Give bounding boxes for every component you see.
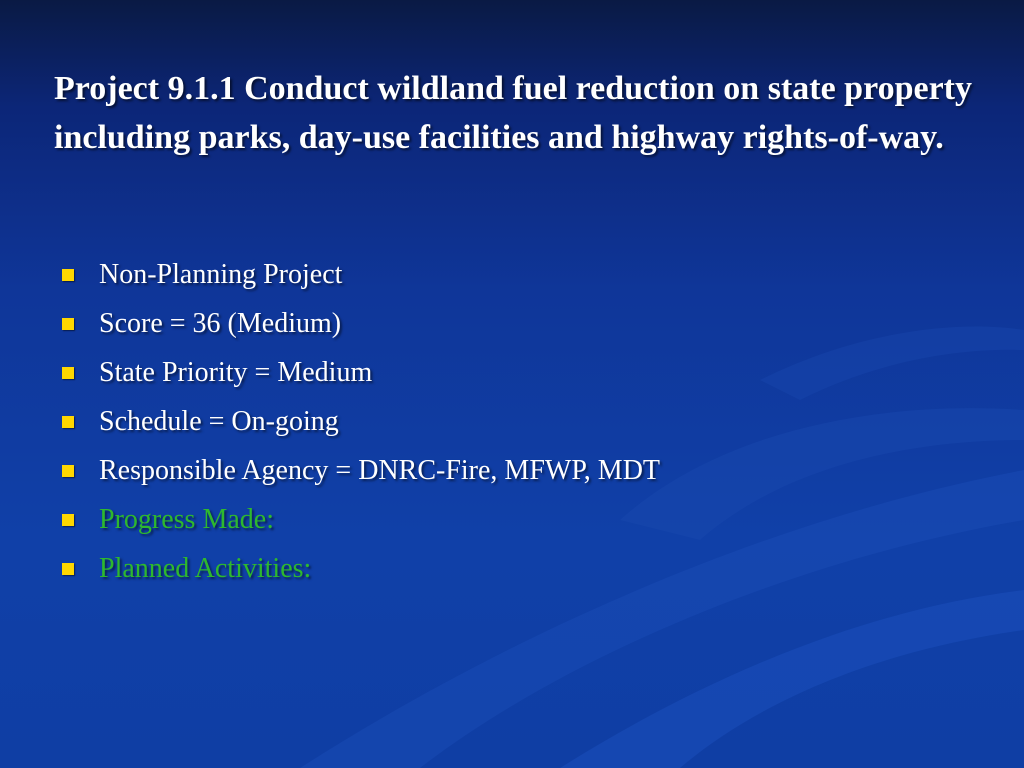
square-bullet-icon xyxy=(62,367,74,379)
bullet-text: Progress Made: xyxy=(99,503,274,535)
square-bullet-icon xyxy=(62,416,74,428)
bullet-text: Non-Planning Project xyxy=(99,258,343,290)
list-item xyxy=(62,495,962,544)
bullet-text: Planned Activities: xyxy=(99,552,312,584)
square-bullet-icon xyxy=(62,269,74,281)
list-item xyxy=(62,348,962,397)
square-bullet-icon xyxy=(62,563,74,575)
slide-title: Project 9.1.1 Conduct wildland fuel reduction on state property including parks, day-use facilities and highway rights-of-way. xyxy=(54,70,972,156)
bullet-text: Score = 36 (Medium) xyxy=(99,307,342,339)
list-item xyxy=(62,544,962,593)
list-item xyxy=(62,299,962,348)
bullet-list xyxy=(62,250,962,593)
bullet-text: Schedule = On-going xyxy=(99,405,339,437)
list-item xyxy=(62,397,962,446)
bullet-text: State Priority = Medium xyxy=(99,356,373,388)
square-bullet-icon xyxy=(62,318,74,330)
list-item xyxy=(62,446,962,495)
square-bullet-icon xyxy=(62,514,74,526)
bullet-text: Responsible Agency = DNRC-Fire, MFWP, MDT xyxy=(99,454,661,486)
list-item xyxy=(62,250,962,299)
square-bullet-icon xyxy=(62,465,74,477)
